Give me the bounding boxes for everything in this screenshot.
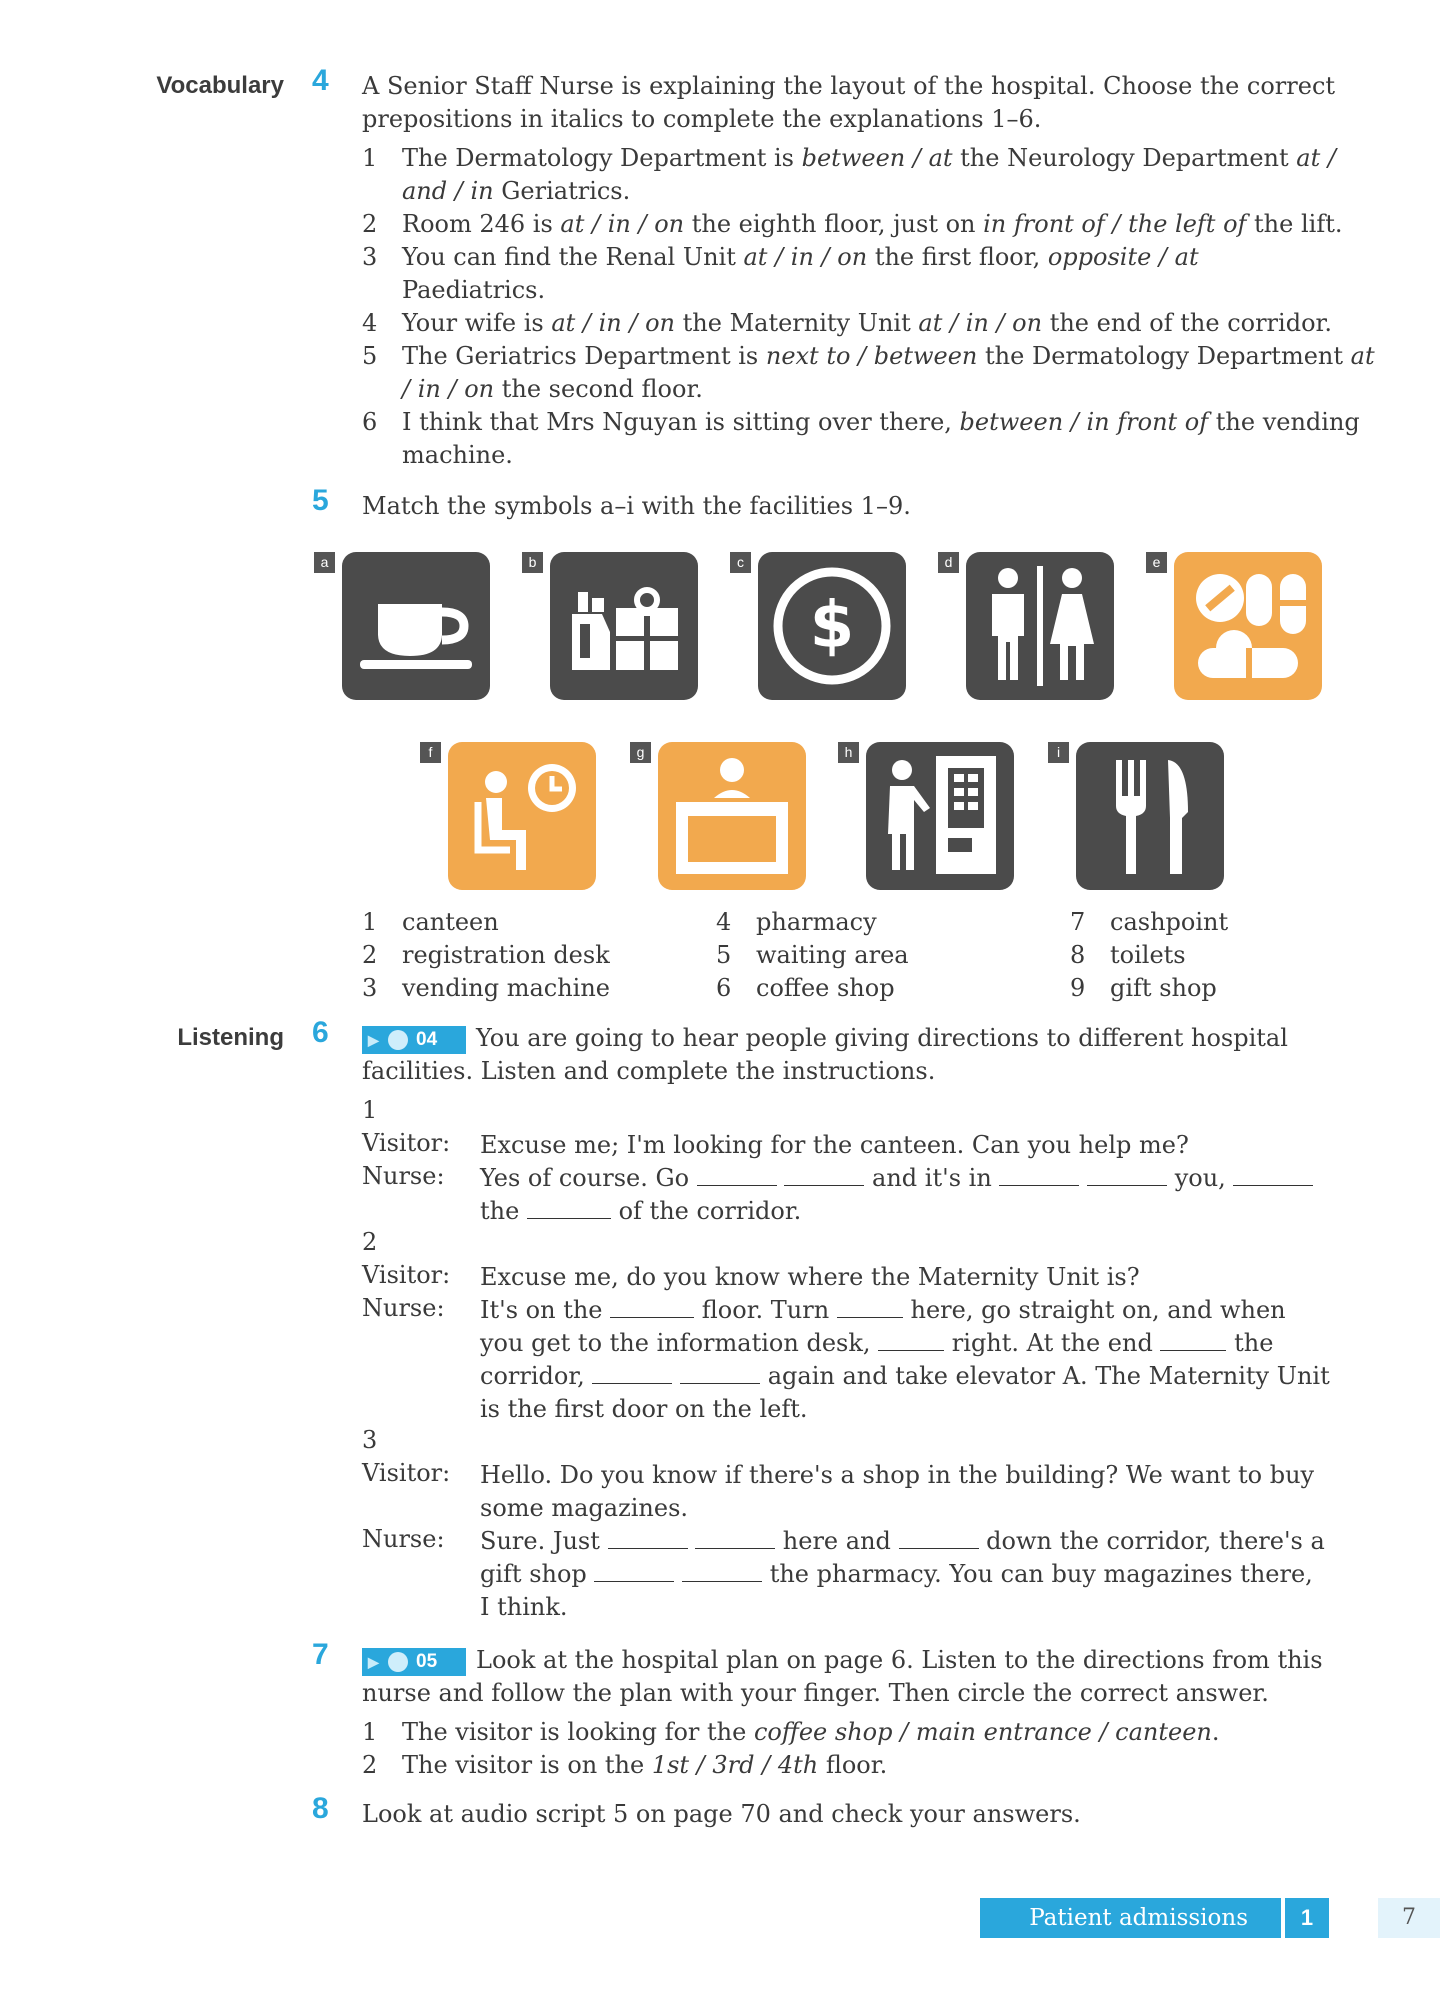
footer-unit-number: 1 <box>1285 1898 1329 1938</box>
cd-icon <box>388 1030 408 1050</box>
answer-blank[interactable] <box>527 1196 611 1219</box>
answer-blank[interactable] <box>610 1295 694 1318</box>
answer-blank[interactable] <box>682 1559 762 1582</box>
tile-letter: g <box>630 742 651 763</box>
answer-choice[interactable]: 1st / 3rd / 4th <box>651 1751 819 1779</box>
dollar-icon[interactable] <box>758 552 906 700</box>
cd-icon <box>388 1652 408 1672</box>
footer-unit-title: Patient admissions <box>1029 1905 1248 1931</box>
audio-track-button[interactable]: ▶ 05 <box>362 1648 466 1676</box>
exercise-4-item: 1 The Dermatology Department is between / at the Neurology Department at / and / in Geriatrics. <box>362 144 1336 205</box>
exercise-number-6: 6 <box>312 1016 329 1049</box>
speaker-nurse: Nurse: <box>362 1162 445 1190</box>
svg-text:$: $ <box>809 589 855 663</box>
tile-letter: c <box>730 552 751 573</box>
exercise-number-5: 5 <box>312 484 329 517</box>
nurse-line: It's on the floor. Turn here, go straight on, and when you get to the information desk, right. At the end the corridor, again and take elevator A. The Maternity Unit is the first door on the left. <box>480 1296 1330 1423</box>
exercise-4-item: 4 Your wife is at / in / on the Maternity Unit at / in / on the end of the corridor. <box>362 307 1392 340</box>
exercise-8-instructions: Look at audio script 5 on page 70 and check your answers. <box>362 1800 1081 1828</box>
speaker-nurse: Nurse: <box>362 1525 445 1553</box>
play-icon: ▶ <box>368 1031 379 1048</box>
exercise-7-instructions: ▶ 05 Look at the hospital plan on page 6. Listen to the directions from this nurse and follow the plan with your finger. Then circle the correct answer. <box>362 1646 1323 1707</box>
preposition-choice[interactable]: opposite / at <box>1047 243 1199 271</box>
answer-blank[interactable] <box>837 1295 903 1318</box>
dialogue-number: 1 <box>362 1096 378 1124</box>
speaker-visitor: Visitor: <box>362 1261 451 1289</box>
exercise-7-item: 1 The visitor is looking for the coffee shop / main entrance / canteen. <box>362 1718 1220 1746</box>
section-label-listening: Listening <box>177 1024 284 1051</box>
nurse-line: Sure. Just here and down the corridor, there's a gift shop the pharmacy. You can buy magazines there, I think. <box>480 1527 1325 1621</box>
tile-letter: f <box>420 742 441 763</box>
coffee-cup-icon[interactable] <box>342 552 490 700</box>
item-number: 3 <box>362 243 378 271</box>
exercise-4-item: 5 The Geriatrics Department is next to / between the Dermatology Department at / in / on the second floor. <box>362 342 1375 403</box>
preposition-choice[interactable]: at / in / on <box>402 342 1375 403</box>
preposition-choice[interactable]: between / in front of <box>959 408 1209 436</box>
answer-blank[interactable] <box>608 1526 688 1549</box>
tile-letter: h <box>838 742 859 763</box>
page-number: 7 <box>1378 1898 1440 1938</box>
exercise-4-item: 6 I think that Mrs Nguyan is sitting over there, between / in front of the vending machine. <box>362 408 1360 469</box>
exercise-number-8: 8 <box>312 1792 329 1825</box>
answer-blank[interactable] <box>999 1163 1079 1186</box>
visitor-line: Excuse me; I'm looking for the canteen. Can you help me? <box>480 1131 1189 1159</box>
facility-item: 9 gift shop <box>1070 974 1217 1002</box>
exercise-5-instructions: Match the symbols a–i with the facilities 1–9. <box>362 492 911 520</box>
exercise-4-instructions: A Senior Staff Nurse is explaining the layout of the hospital. Choose the correct prepositions in italics to complete the explanations 1–6. <box>362 72 1336 133</box>
item-number: 4 <box>362 309 378 337</box>
waiting-icon[interactable] <box>448 742 596 890</box>
tile-letter: a <box>314 552 335 573</box>
answer-blank[interactable] <box>1160 1328 1226 1351</box>
nurse-line: Yes of course. Go and it's in you, the of the corridor. <box>480 1162 1400 1228</box>
dialogue-number: 2 <box>362 1228 378 1256</box>
preposition-choice[interactable]: at / in / on <box>560 210 685 238</box>
item-number: 1 <box>362 144 378 172</box>
visitor-line: Hello. Do you know if there's a shop in the building? We want to buy some magazines. <box>480 1461 1315 1522</box>
tile-letter: i <box>1048 742 1069 763</box>
exercise-4-item: 3 You can find the Renal Unit at / in / on the first floor, opposite / at Paediatrics. <box>362 243 1199 304</box>
desk-icon[interactable] <box>658 742 806 890</box>
exercise-number-4: 4 <box>312 64 329 97</box>
facility-item: 1 canteen <box>362 908 499 936</box>
visitor-line: Excuse me, do you know where the Maternity Unit is? <box>480 1263 1140 1291</box>
tile-letter: e <box>1146 552 1167 573</box>
item-number: 2 <box>362 210 378 238</box>
facility-item: 4 pharmacy <box>716 908 877 936</box>
speaker-visitor: Visitor: <box>362 1459 451 1487</box>
facility-item: 6 coffee shop <box>716 974 895 1002</box>
facility-item: 2 registration desk <box>362 941 610 969</box>
preposition-choice[interactable]: between / at <box>801 144 953 172</box>
facility-item: 7 cashpoint <box>1070 908 1229 936</box>
preposition-choice[interactable]: at / in / on <box>743 243 868 271</box>
answer-blank[interactable] <box>697 1163 777 1186</box>
answer-choice[interactable]: coffee shop / main entrance / canteen <box>753 1718 1212 1746</box>
answer-blank[interactable] <box>1087 1163 1167 1186</box>
vending-icon[interactable] <box>866 742 1014 890</box>
facility-item: 8 toilets <box>1070 941 1186 969</box>
answer-blank[interactable] <box>594 1559 674 1582</box>
answer-blank[interactable] <box>878 1328 944 1351</box>
facility-item: 5 waiting area <box>716 941 909 969</box>
section-label-vocabulary: Vocabulary <box>156 72 284 99</box>
pills-icon[interactable] <box>1174 552 1322 700</box>
speaker-visitor: Visitor: <box>362 1129 451 1157</box>
footer-unit-banner <box>980 1898 1282 1938</box>
exercise-4-item: 2 Room 246 is at / in / on the eighth floor, just on in front of / the left of the lift. <box>362 208 1382 241</box>
answer-blank[interactable] <box>1233 1163 1313 1186</box>
preposition-choice[interactable]: at / in / on <box>551 309 676 337</box>
answer-blank[interactable] <box>680 1361 760 1384</box>
exercise-6-instructions: ▶ 04 You are going to hear people giving directions to different hospital facilities. Listen and complete the instructions. <box>362 1024 1288 1085</box>
toilets-icon[interactable] <box>966 552 1114 700</box>
answer-blank[interactable] <box>899 1526 979 1549</box>
exercise-7-item: 2 The visitor is on the 1st / 3rd / 4th floor. <box>362 1751 888 1779</box>
item-number: 5 <box>362 342 378 370</box>
tile-letter: b <box>522 552 543 573</box>
tile-letter: d <box>938 552 959 573</box>
exercise-number-7: 7 <box>312 1638 329 1671</box>
facility-item: 3 vending machine <box>362 974 611 1002</box>
preposition-choice[interactable]: at / and / in <box>402 144 1336 205</box>
answer-blank[interactable] <box>592 1361 672 1384</box>
answer-blank[interactable] <box>695 1526 775 1549</box>
speaker-nurse: Nurse: <box>362 1294 445 1322</box>
fork-knife-icon[interactable] <box>1076 742 1224 890</box>
preposition-choice[interactable]: at / in / on <box>918 309 1043 337</box>
item-number: 6 <box>362 408 378 436</box>
audio-track-button[interactable]: ▶ 04 <box>362 1026 466 1054</box>
footer-divider <box>1281 1898 1284 1938</box>
dialogue-number: 3 <box>362 1426 378 1454</box>
play-icon: ▶ <box>368 1653 379 1670</box>
preposition-choice[interactable]: in front of / the left of <box>983 210 1247 238</box>
answer-blank[interactable] <box>784 1163 864 1186</box>
preposition-choice[interactable]: next to / between <box>765 342 978 370</box>
gift-shop-icon[interactable] <box>550 552 698 700</box>
